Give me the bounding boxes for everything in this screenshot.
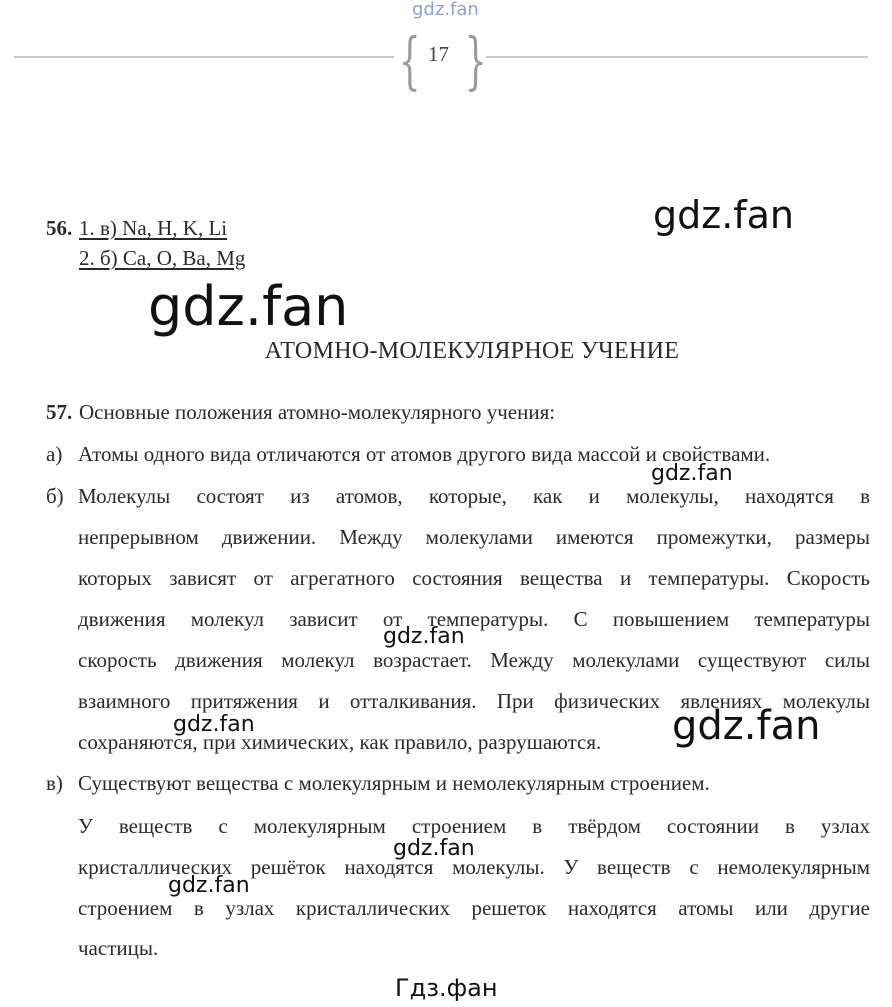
- task-56-answer-1: 1. в) Na, H, K, Li: [79, 216, 228, 240]
- top-watermark: gdz.fan: [412, 0, 479, 20]
- watermark-8: gdz.fan: [168, 873, 250, 898]
- watermark-5: gdz.fan: [173, 712, 255, 737]
- watermark-7: gdz.fan: [393, 836, 475, 861]
- item-b-line-1: Молекулы состоят из атомов, которые, как и молекулы, находятся в: [78, 484, 870, 508]
- item-v-line-2: кристаллических решёток находятся молекулы. У веществ с немолекулярным: [78, 855, 870, 879]
- page-number: 17: [428, 42, 449, 66]
- page-number-brace-right: }: [464, 24, 487, 97]
- task-56-number: 56.: [46, 216, 73, 240]
- header-rule-left: [14, 56, 394, 58]
- header-rule-right: [486, 56, 868, 58]
- item-b-line-4: движения молекул зависит от температуры. С повышением температуры: [78, 607, 870, 631]
- watermark-3: gdz.fan: [651, 461, 733, 486]
- item-v-line-3: строением в узлах кристаллических решеток находятся атомы или другие: [78, 896, 870, 920]
- item-b-line-5: скорость движения молекул возрастает. Между молекулами существуют силы: [78, 648, 870, 672]
- watermark-4: gdz.fan: [383, 624, 465, 649]
- item-v-line-1: У веществ с молекулярным строением в твёрдом состоянии в узлах: [78, 814, 870, 838]
- item-b-line-6: взаимного притяжения и отталкивания. При физических явлениях молекулы: [78, 689, 870, 713]
- watermark-bottom: Гдз.фан: [395, 974, 498, 1002]
- section-title: АТОМНО-МОЛЕКУЛЯРНОЕ УЧЕНИЕ: [264, 338, 680, 364]
- item-v-line-4: частицы.: [78, 936, 159, 960]
- item-v-text: Существуют вещества с молекулярным и немолекулярным строением.: [78, 771, 710, 795]
- watermark-6: gdz.fan: [672, 703, 821, 749]
- task-56-answer-2: 2. б) Ca, O, Ba, Mg: [79, 246, 246, 270]
- item-b-line-2: непрерывном движении. Между молекулами имеются промежутки, размеры: [78, 525, 870, 549]
- task-57-intro: Основные положения атомно-молекулярного учения:: [79, 400, 556, 424]
- task-57-number: 57.: [46, 400, 73, 424]
- item-a-label: а): [46, 442, 63, 466]
- item-a-text: Атомы одного вида отличаются от атомов другого вида массой и свойствами.: [78, 442, 771, 466]
- page-number-brace-left: {: [398, 24, 421, 97]
- item-b-line-7: сохраняются, при химических, как правило, разрушаются.: [78, 730, 602, 754]
- item-b-line-3: которых зависят от агрегатного состояния вещества и температуры. Скорость: [78, 566, 870, 590]
- watermark-1: gdz.fan: [653, 193, 795, 237]
- item-b-label: б): [46, 484, 64, 508]
- item-v-label: в): [46, 771, 63, 795]
- watermark-2: gdz.fan: [148, 275, 349, 338]
